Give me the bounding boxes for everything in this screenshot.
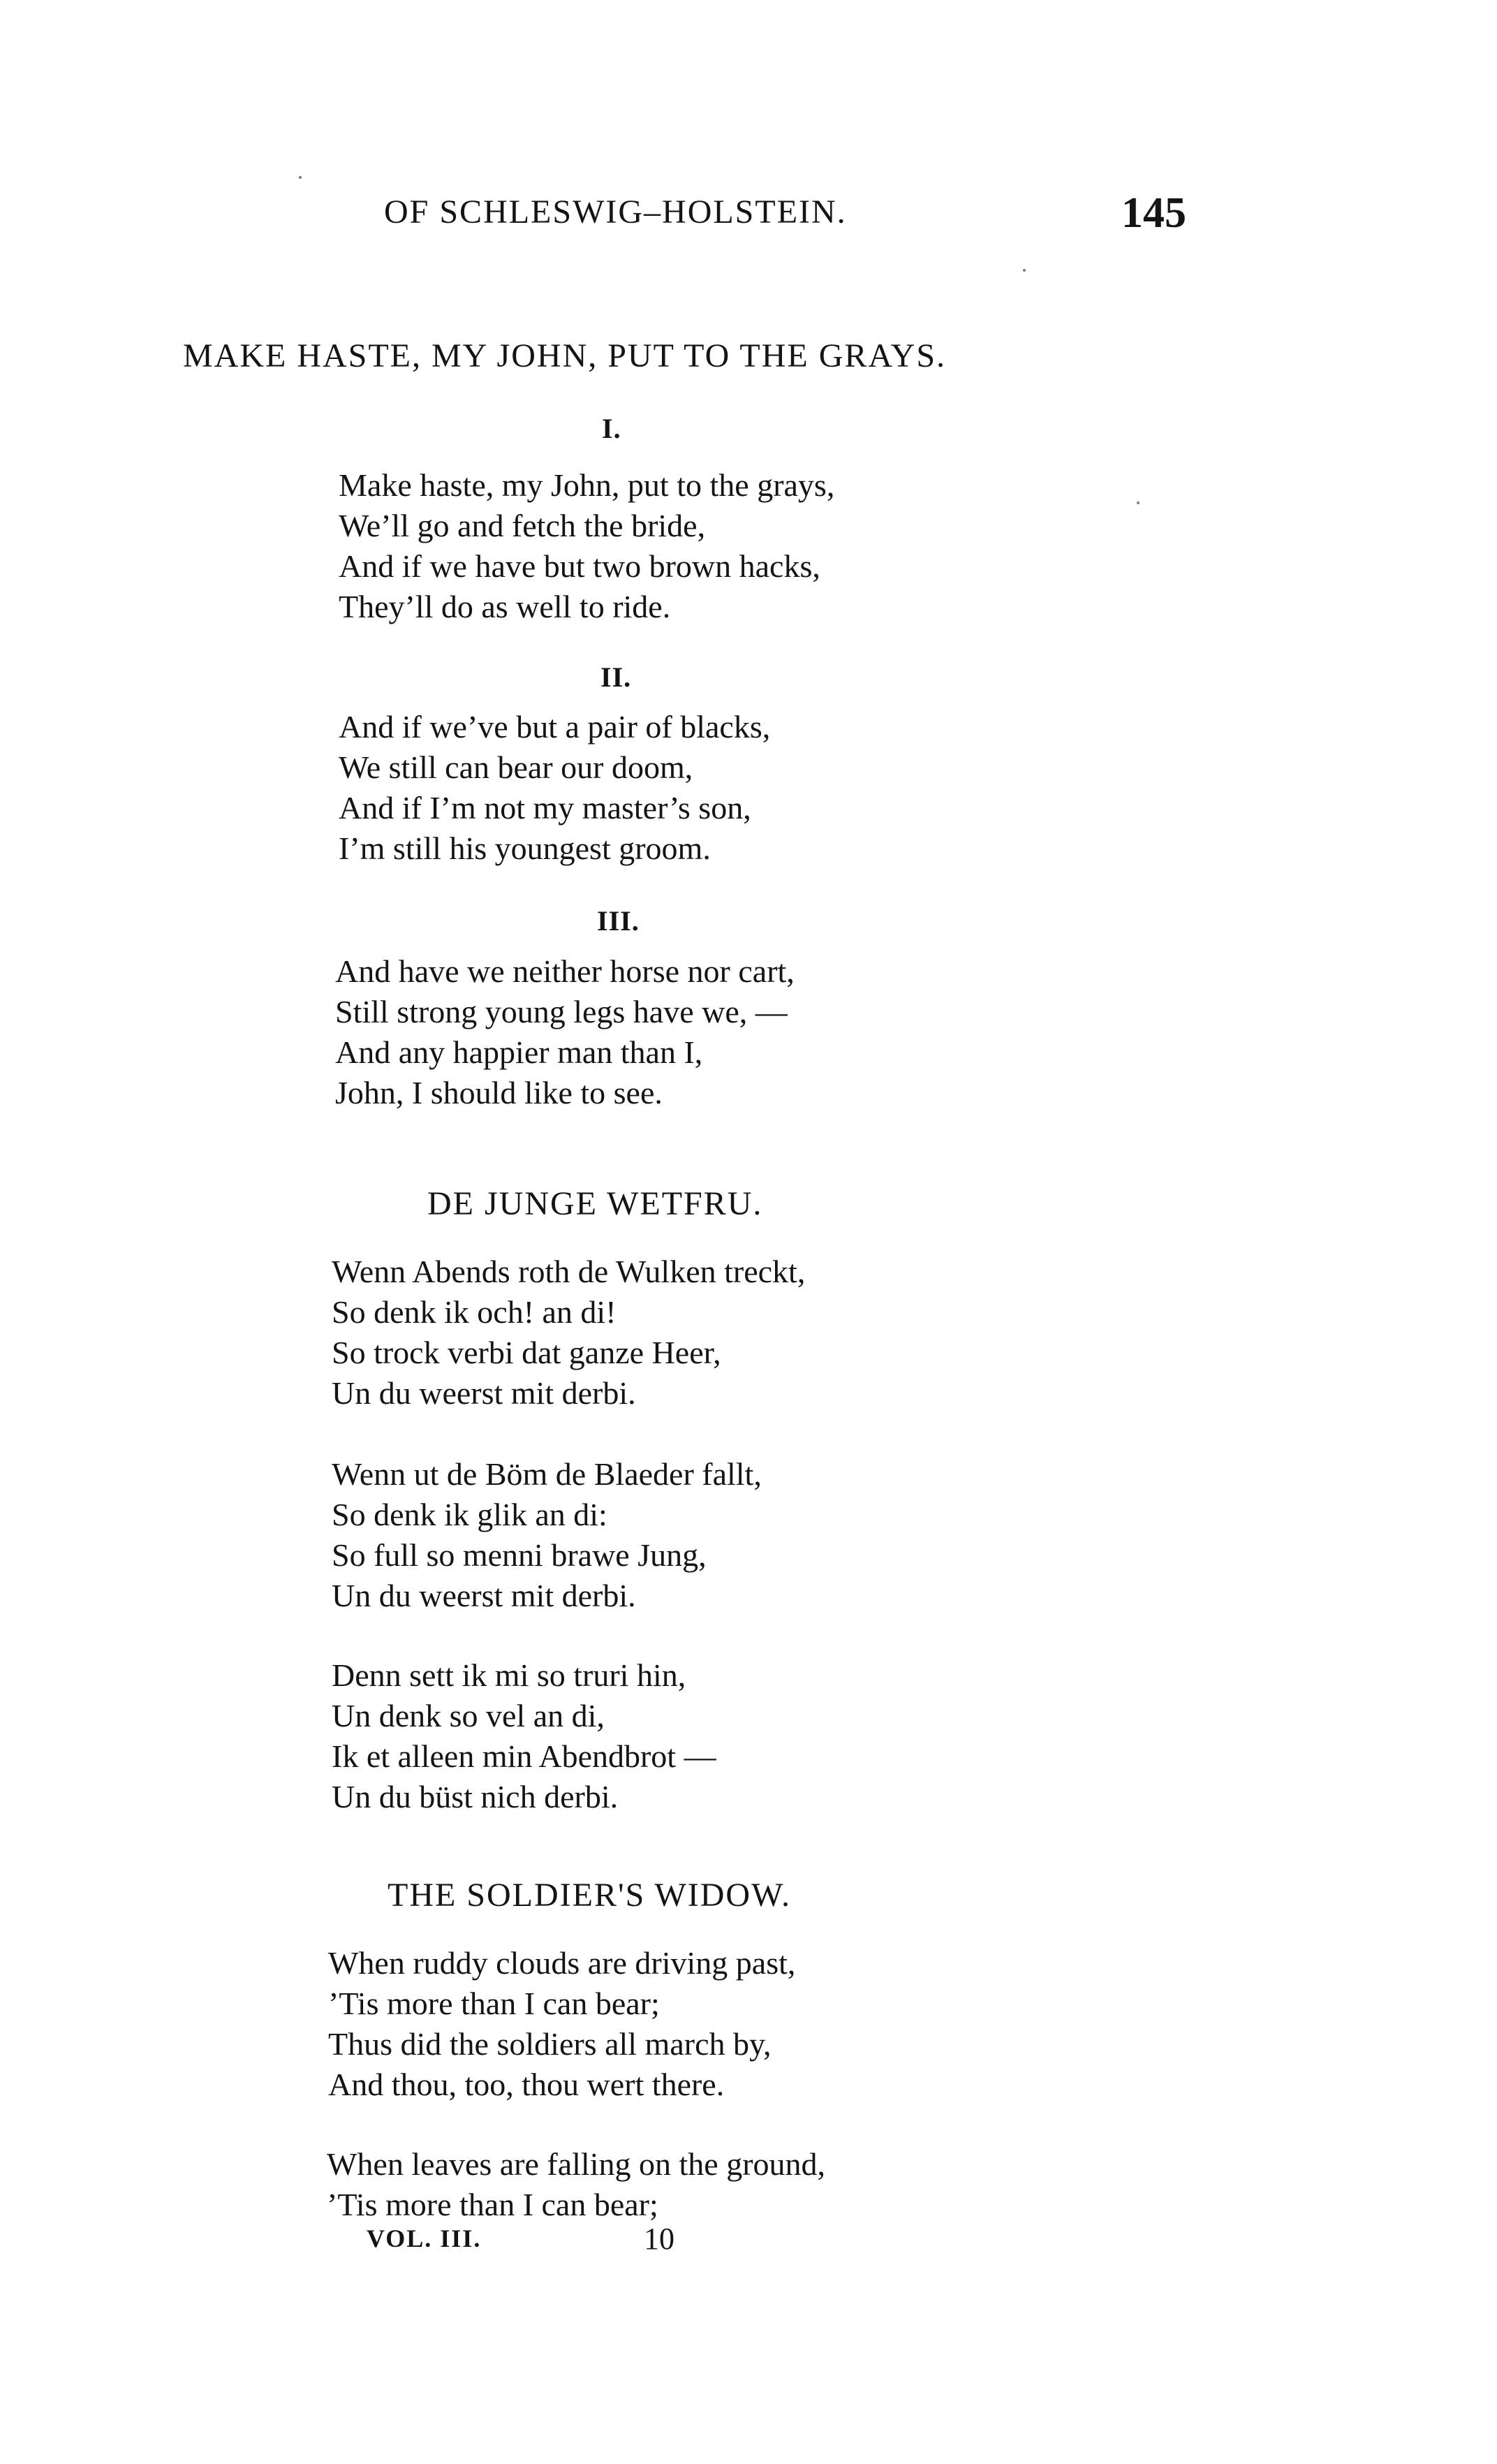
verse-line: So denk ik och! an di!: [332, 1294, 617, 1330]
page-number: 145: [1121, 189, 1186, 237]
verse-line: Denn sett ik mi so truri hin,: [332, 1657, 686, 1693]
running-head: OF SCHLESWIG–HOLSTEIN.: [384, 193, 847, 230]
verse-line: I’m still his youngest groom.: [339, 830, 711, 866]
verse-line: So full so menni brawe Jung,: [332, 1537, 707, 1573]
stanza: [327, 2144, 825, 2225]
verse-line: Un du büst nich derbi.: [332, 1779, 619, 1814]
stanza: [332, 1252, 805, 1414]
poem-title: THE SOLDIER'S WIDOW.: [388, 1877, 791, 1914]
verse-line: Wenn ut de Böm de Blaeder fallt,: [332, 1456, 762, 1492]
volume-signature: VOL. III.: [367, 2224, 482, 2252]
verse-line: And if I’m not my master’s son,: [339, 790, 751, 826]
verse-line: And if we’ve but a pair of blacks,: [339, 709, 771, 745]
verse-line: They’ll do as well to ride.: [339, 589, 671, 624]
verse-line: ’Tis more than I can bear;: [327, 2187, 658, 2222]
paper-speck: [299, 176, 302, 179]
stanza: [339, 707, 770, 869]
stanza-numeral: II.: [600, 661, 632, 693]
verse-line: When leaves are falling on the ground,: [327, 2146, 826, 2182]
verse-line: Thus did the soldiers all march by,: [328, 2026, 772, 2062]
verse-line: So denk ik glik an di:: [332, 1497, 607, 1532]
verse-line: Ik et alleen min Abendbrot —: [332, 1738, 716, 1774]
verse-line: And any happier man than I,: [335, 1034, 703, 1070]
stanza-numeral: I.: [602, 413, 621, 444]
poem-title: MAKE HASTE, MY JOHN, PUT TO THE GRAYS.: [183, 337, 947, 374]
verse-line: So trock verbi dat ganze Heer,: [332, 1335, 721, 1370]
signature-mark: 10: [644, 2222, 674, 2256]
paper-speck: [1137, 501, 1140, 504]
verse-line: John, I should like to see.: [335, 1075, 663, 1110]
verse-line: Un du weerst mit derbi.: [332, 1375, 636, 1411]
stanza: [335, 951, 795, 1113]
verse-line: Still strong young legs have we, —: [335, 994, 788, 1029]
stanza: [339, 465, 834, 627]
verse-line: Un denk so vel an di,: [332, 1698, 605, 1733]
verse-line: And if we have but two brown hacks,: [339, 548, 820, 584]
verse-line: We still can bear our doom,: [339, 749, 693, 785]
stanza: [332, 1454, 762, 1616]
verse-line: And thou, too, thou wert there.: [328, 2067, 725, 2102]
stanza: [328, 1943, 795, 2105]
paper-speck: [1023, 269, 1026, 272]
verse-line: Wenn Abends roth de Wulken treckt,: [332, 1254, 806, 1289]
verse-line: We’ll go and fetch the bride,: [339, 508, 706, 543]
verse-line: Un du weerst mit derbi.: [332, 1578, 636, 1613]
poem-title: DE JUNGE WETFRU.: [427, 1185, 763, 1222]
verse-line: And have we neither horse nor cart,: [335, 953, 795, 989]
verse-line: ’Tis more than I can bear;: [328, 1986, 660, 2021]
stanza-numeral: III.: [597, 905, 640, 937]
verse-line: When ruddy clouds are driving past,: [328, 1945, 796, 1981]
stanza: [332, 1655, 716, 1817]
verse-line: Make haste, my John, put to the grays,: [339, 467, 835, 503]
